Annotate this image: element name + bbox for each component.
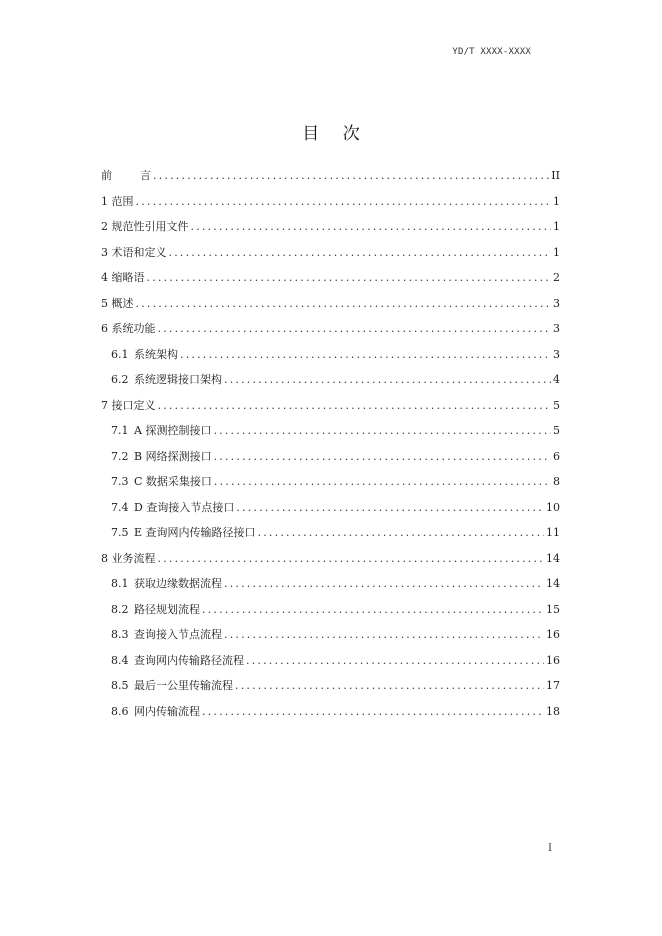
toc-entry[interactable] <box>101 597 560 623</box>
toc-entry[interactable] <box>101 571 560 597</box>
toc-entry-label <box>111 373 222 386</box>
toc-dot-leader <box>258 526 544 539</box>
toc-dot-leader <box>169 246 552 259</box>
toc-entry-label <box>111 450 212 463</box>
toc-dot-leader <box>224 577 544 590</box>
toc-dot-leader <box>180 348 551 361</box>
toc-dot-leader <box>158 322 552 335</box>
toc-entry-page: 8 <box>553 475 560 489</box>
toc-entry-label <box>111 654 244 667</box>
toc-entry[interactable] <box>101 163 560 189</box>
toc-entry-page: II <box>551 169 560 183</box>
toc-dot-leader <box>158 552 545 565</box>
toc-entry-text: 接口定义 <box>111 398 156 412</box>
toc-entry-number: 2 <box>101 220 108 234</box>
toc-entry-text: A 探测控制接口 <box>134 424 212 438</box>
toc-dot-leader <box>235 679 544 692</box>
toc-entry-text: E 查询网内传输路径接口 <box>134 526 256 540</box>
toc-entry[interactable] <box>101 444 560 470</box>
toc-entry-page: 18 <box>546 704 560 718</box>
toc-dot-leader <box>202 603 544 616</box>
toc-entry-page: 10 <box>546 500 560 514</box>
toc-dot-leader <box>153 169 549 182</box>
toc-entry[interactable] <box>101 495 560 521</box>
toc-dot-leader <box>246 654 544 667</box>
toc-entry-number: 7.3 <box>111 475 129 489</box>
toc-entry-text: 查询接入节点流程 <box>134 628 222 642</box>
toc-entry-text: 系统功能 <box>111 322 156 336</box>
toc-dot-leader <box>224 373 551 386</box>
toc-entry-label <box>111 348 178 361</box>
toc-entry-page: 14 <box>546 551 560 565</box>
toc-entry-number: 1 <box>101 194 108 208</box>
toc-entry-page: 4 <box>553 373 560 387</box>
table-of-contents <box>101 163 560 724</box>
toc-entry-label-part: 言 <box>140 169 151 183</box>
toc-entry-number: 8 <box>101 551 108 565</box>
toc-dot-leader <box>224 628 544 641</box>
toc-entry-page: 2 <box>553 271 560 285</box>
toc-entry-label <box>111 577 222 590</box>
toc-entry-label <box>101 322 156 335</box>
toc-entry-label <box>101 271 145 284</box>
toc-entry-page: 3 <box>553 347 560 361</box>
toc-entry[interactable] <box>101 189 560 215</box>
toc-entry-number: 4 <box>101 271 108 285</box>
toc-entry[interactable] <box>101 469 560 495</box>
toc-entry-label <box>101 552 156 565</box>
document-code-header: YD/T XXXX-XXXX <box>452 47 531 57</box>
toc-entry[interactable] <box>101 648 560 674</box>
toc-entry-page: 1 <box>553 220 560 234</box>
toc-entry-number: 8.2 <box>111 602 129 616</box>
toc-entry-text: 最后一公里传输流程 <box>134 679 233 693</box>
toc-entry-number: 7.1 <box>111 424 129 438</box>
toc-entry-text: 网内传输流程 <box>134 704 200 718</box>
toc-entry-label <box>101 169 151 182</box>
toc-entry-page: 15 <box>546 602 560 616</box>
toc-dot-leader <box>136 195 552 208</box>
toc-entry[interactable] <box>101 367 560 393</box>
toc-dot-leader <box>191 220 552 233</box>
toc-entry-text: 系统逻辑接口架构 <box>134 373 222 387</box>
toc-entry-number: 3 <box>101 245 108 259</box>
toc-entry-label <box>111 628 222 641</box>
toc-entry[interactable] <box>101 316 560 342</box>
toc-entry-text: 术语和定义 <box>111 245 167 259</box>
toc-entry-number: 8.3 <box>111 628 129 642</box>
toc-entry-label <box>111 424 211 437</box>
toc-entry-page: 1 <box>553 194 560 208</box>
toc-entry-text: 范围 <box>111 194 134 208</box>
toc-entry-text: 查询网内传输路径流程 <box>134 653 244 667</box>
toc-entry-number: 5 <box>101 296 108 310</box>
toc-dot-leader <box>147 271 552 284</box>
toc-entry-text: 缩略语 <box>111 271 145 285</box>
toc-entry[interactable] <box>101 265 560 291</box>
toc-entry-text: 系统架构 <box>134 347 178 361</box>
toc-entry-page: 3 <box>553 296 560 310</box>
toc-entry-number: 8.1 <box>111 577 129 591</box>
toc-entry-label <box>111 501 234 514</box>
toc-entry-label <box>111 705 200 718</box>
toc-entry-label <box>101 399 156 412</box>
toc-entry-number: 8.4 <box>111 653 129 667</box>
toc-dot-leader <box>213 424 551 437</box>
toc-dot-leader <box>136 297 552 310</box>
toc-dot-leader <box>158 399 552 412</box>
toc-entry-number: 6 <box>101 322 108 336</box>
toc-entry-label <box>101 195 134 208</box>
toc-entry[interactable] <box>101 622 560 648</box>
toc-entry-label <box>101 246 167 259</box>
toc-entry-text: 规范性引用文件 <box>111 220 189 234</box>
toc-entry[interactable] <box>101 291 560 317</box>
toc-entry-number: 6.1 <box>111 347 129 361</box>
toc-entry-page: 16 <box>546 628 560 642</box>
toc-entry-page: 14 <box>546 577 560 591</box>
toc-entry-number: 7.4 <box>111 500 129 514</box>
toc-entry[interactable] <box>101 240 560 266</box>
toc-entry[interactable] <box>101 214 560 240</box>
toc-entry-text: D 查询接入节点接口 <box>134 500 235 514</box>
toc-entry-number: 7.2 <box>111 449 129 463</box>
toc-entry-text: C 数据采集接口 <box>134 475 212 489</box>
toc-entry[interactable] <box>101 393 560 419</box>
toc-entry[interactable] <box>101 520 560 546</box>
page-title: 目 次 <box>302 124 369 144</box>
toc-entry-text: B 网络探测接口 <box>134 449 212 463</box>
toc-entry[interactable] <box>101 546 560 572</box>
toc-entry-number: 7 <box>101 398 108 412</box>
toc-entry-label <box>111 603 200 616</box>
toc-entry-page: 16 <box>546 653 560 667</box>
toc-entry-number: 8.6 <box>111 704 129 718</box>
toc-entry-label <box>101 220 189 233</box>
toc-entry-label <box>101 297 134 310</box>
toc-entry-page: 5 <box>553 398 560 412</box>
toc-entry[interactable] <box>101 342 560 368</box>
toc-entry-page: 5 <box>553 424 560 438</box>
toc-dot-leader <box>236 501 544 514</box>
toc-dot-leader <box>202 705 544 718</box>
toc-entry[interactable] <box>101 699 560 725</box>
toc-entry-page: 3 <box>553 322 560 336</box>
toc-entry-text: 获取边缘数据流程 <box>134 577 222 591</box>
toc-entry-page: 17 <box>546 679 560 693</box>
toc-entry-label <box>111 679 233 692</box>
toc-dot-leader <box>214 450 551 463</box>
toc-entry-page: 6 <box>553 449 560 463</box>
toc-entry-text: 概述 <box>111 296 134 310</box>
toc-entry-number: 7.5 <box>111 526 129 540</box>
toc-entry-text: 业务流程 <box>111 551 156 565</box>
toc-entry-page: 11 <box>546 526 560 540</box>
toc-entry-number: 6.2 <box>111 373 129 387</box>
toc-entry[interactable] <box>101 418 560 444</box>
toc-entry-text: 路径规划流程 <box>134 602 200 616</box>
toc-entry-label <box>111 526 256 539</box>
toc-entry-label <box>111 475 212 488</box>
toc-entry[interactable] <box>101 673 560 699</box>
toc-entry-number: 8.5 <box>111 679 129 693</box>
toc-entry-label-part: 前 <box>101 169 112 183</box>
toc-entry-page: 1 <box>553 245 560 259</box>
page-number: I <box>548 843 552 854</box>
toc-dot-leader <box>214 475 551 488</box>
